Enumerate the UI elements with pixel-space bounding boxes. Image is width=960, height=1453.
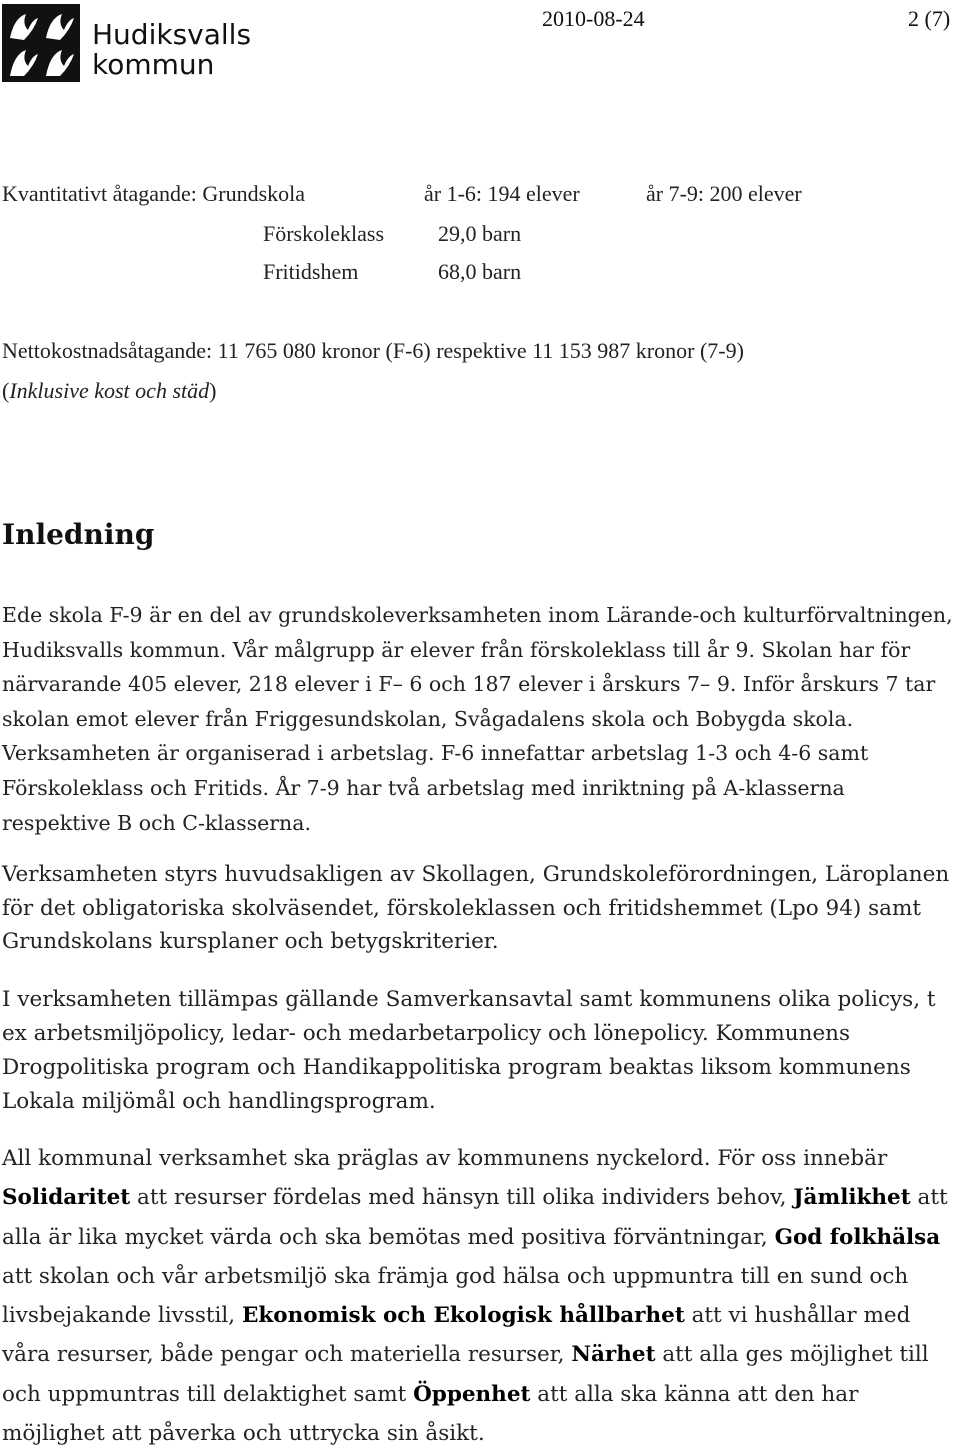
nettokostnad-note	[2, 378, 216, 404]
document-date: 2010-08-24	[542, 6, 645, 31]
forskoleklass-label: Förskoleklass	[263, 221, 384, 246]
nyckelord-text-6: att alla ska känna att den har möjlighet att påverka och uttrycka sin åsikt.	[2, 1381, 859, 1447]
fritidshem-label: Fritidshem	[263, 259, 359, 284]
paragraph-nyckelord	[2, 1139, 958, 1453]
logo-line-2: kommun	[92, 48, 215, 81]
keyword-solidaritet: Solidaritet	[2, 1185, 131, 1211]
nyckelord-text-2: att alla är lika mycket värda och ska bemötas med positiva förväntningar,	[2, 1185, 948, 1250]
nyckelord-text-3: att skolan och vår arbetsmiljö ska främja god hälsa och uppmuntra till en sund och livsbejakande livsstil,	[2, 1263, 909, 1329]
kvantitativt-label: Kvantitativt åtagande: Grundskola	[2, 181, 306, 206]
municipality-logo-text	[92, 20, 251, 80]
kvantitativt-ar16: år 1-6: 194 elever	[424, 181, 580, 206]
note-open-paren: (	[2, 378, 10, 403]
section-heading: Inledning	[2, 518, 155, 551]
forskoleklass-value: 29,0 barn	[438, 221, 522, 246]
note-italic: Inklusive kost och städ	[9, 378, 210, 403]
municipality-logo-icon	[2, 4, 80, 82]
keyword-hallbarhet: Ekonomisk och Ekologisk hållbarhet	[241, 1303, 685, 1329]
note-close-paren: )	[209, 378, 217, 403]
keyword-oppenhet: Öppenhet	[413, 1381, 531, 1407]
nyckelord-text-1: att resurser fördelas med hänsyn till olika individers behov,	[130, 1185, 794, 1211]
fritidshem-value: 68,0 barn	[438, 259, 522, 284]
kvantitativt-ar79: år 7-9: 200 elever	[646, 181, 802, 206]
paragraph-policy: I verksamheten tillämpas gällande Samverkansavtal samt kommunens olika policys, t ex arbetsmiljöpolicy, ledar- och medarbetarpolicy och lönepolicy. Kommunens Drogpolitiska program och Handikappolitiska program beaktas liksom kommunens Lokala miljömål och handlingsprogram.	[2, 987, 936, 1114]
nyckelord-text-4: att vi hushållar med våra resurser, både pengar och materiella resurser,	[2, 1303, 911, 1368]
paragraph-intro: Ede skola F-9 är en del av grundskoleverksamheten inom Lärande-och kulturförvaltningen, Hudiksvalls kommun. Vår målgrupp är elever från förskoleklass till år 9. Skolan har för närvarande 405 elever, 218 elever i F– 6 och 187 elever i årskurs 7– 9. Inför årskurs 7 tar skolan emot elever från Friggesundskolan, Svågadalens skola och Bobygda skola. Verksamheten är organiserad i arbetslag. F-6 innefattar arbetslag 1-3 och 4-6 samt Förskoleklass och Fritids. År 7-9 har två arbetslag med inriktning på A-klasserna respektive B och C-klasserna.	[2, 603, 953, 835]
paragraph-styrning: Verksamheten styrs huvudsakligen av Skollagen, Grundskoleförordningen, Läroplanen för det obligatoriska skolväsendet, förskoleklassen och fritidshemmet (Lpo 94) samt Grundskolans kursplaner och betygskriterier.	[2, 862, 950, 954]
nyckelord-text-5: att alla ges möjlighet till och uppmuntras till delaktighet samt	[2, 1342, 929, 1407]
logo-line-1: Hudiksvalls	[92, 18, 252, 51]
nyckelord-text-0: All kommunal verksamhet ska präglas av kommunens nyckelord. För oss innebär	[2, 1146, 888, 1171]
keyword-narhet: Närhet	[571, 1342, 656, 1368]
keyword-god-folkhalsa: God folkhälsa	[774, 1224, 941, 1250]
page-number: 2 (7)	[908, 6, 951, 31]
keyword-jamlikhet: Jämlikhet	[793, 1185, 911, 1211]
nettokostnad-text: Nettokostnadsåtagande: 11 765 080 kronor (F-6) respektive 11 153 987 kronor (7-9)	[2, 338, 744, 363]
